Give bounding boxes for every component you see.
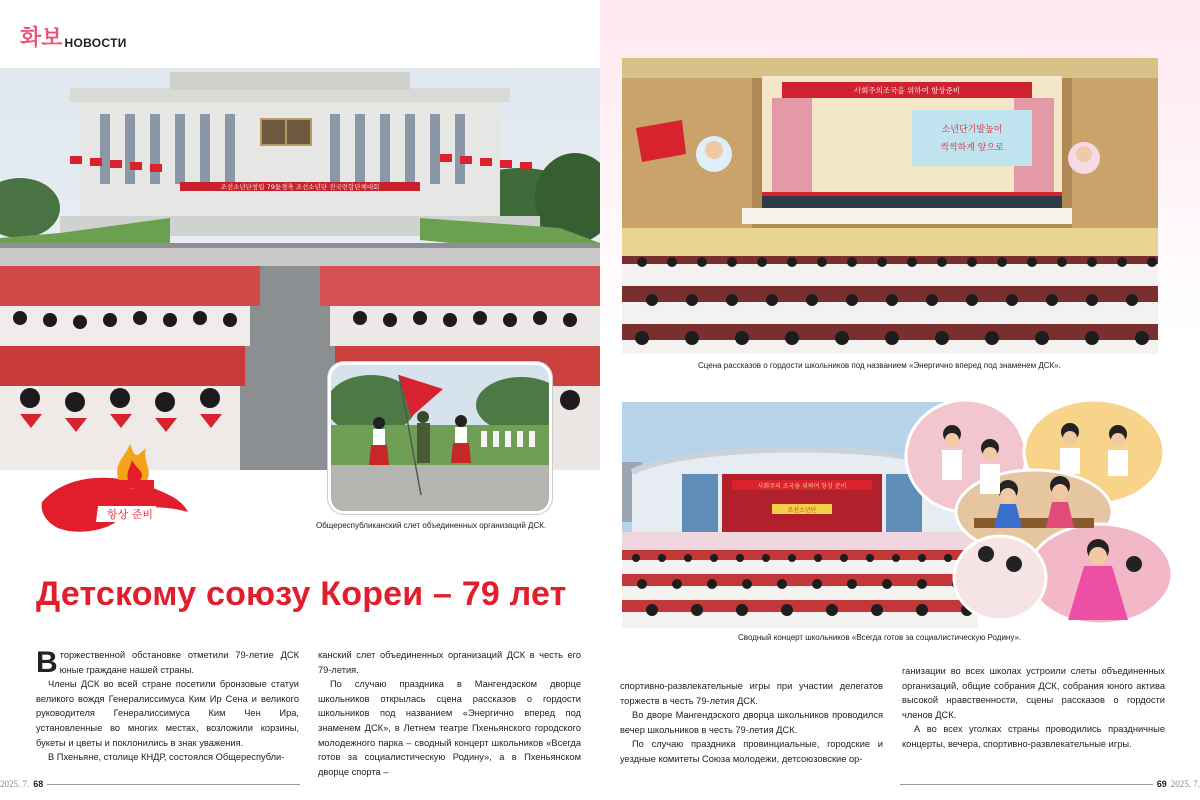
article-column-1 [36,648,299,765]
emblem-motto: 항상 준비 [106,508,154,521]
magazine-brand [20,28,127,50]
paragraph: Во дворе Мангендэского дворца школьников проводился вечер школьников в честь 79-летия ДСК. [620,710,883,735]
performers-collage [904,394,1172,626]
page-number: 69 [1156,779,1167,789]
rally-inset-photo [328,362,552,514]
brand-korean: 화보 [20,26,63,51]
section-label: НОВОСТИ [64,36,127,50]
building-banner-text: 조선소년단창립 79돐경축 조선소년단 전국련합단체대회 [220,183,380,191]
paragraph: канский слет объединенных организаций ДСК в честь его 79-летия. [318,650,581,675]
paragraph: ганизации во всех школах устроили слеты объединенных организаций, общие собрания ДСК, собрания юного актива высокой нравственности, сцены рассказов о гордости членов ДСК. [902,666,1165,720]
issue-date: 2025. 7. [0,779,30,789]
concert-banner-text: 사회주의 조국을 위하여 항상 준비 [757,483,847,490]
stage-photo [622,58,1158,354]
footer-left [0,778,300,790]
caption-concert: Сводный концерт школьников «Всегда готов за социалистическую Родину». [738,633,1022,642]
pioneer-emblem [38,432,190,538]
concert-stage-sign: 조선소년단 [787,507,817,514]
stage-banner-text: 사회주의조국을 위하여 항상준비 [853,86,961,95]
footer-right [900,778,1200,790]
paragraph-text: торжественной обстановке отметили 79-летие ДСК юные граждане нашей страны. [59,650,299,675]
paragraph: В Пхеньяне, столице КНДР, состоялся Общереспубли- [48,752,285,763]
issue-date: 2025. 7. [1170,779,1200,789]
paragraph: По случаю праздника в Мангендэском дворце школьников открылась сцена рассказов о гордости школьников под названием «Энергично вперед под знаменем ДСК», в Летнем театре Пхеньянского городского молодежного парка – сводный концерт школьников «Всегда готов за социалистическую Родину», а в Пхеньянском дворце спорта – [318,679,581,777]
article-headline: Детскому союзу Кореи – 79 лет [36,575,567,613]
caption-stage: Сцена рассказов о гордости школьников под названием «Энергично вперед под знаменем ДСК». [698,361,1061,370]
stage-slogan-1: 소년단기발높이 [941,125,1003,135]
footer-rule [47,784,300,785]
footer-rule [900,784,1153,785]
article-column-2 [318,648,581,779]
paragraph: А во всех уголках страны проводились праздничные концерты, вечера, спортивно-развлекательные игры. [902,724,1165,749]
drop-cap: В [36,646,58,679]
page-number: 68 [33,779,44,789]
caption-rally: Общереспубликанский слет объединенных организаций ДСК. [316,521,547,530]
paragraph [36,648,299,677]
paragraph: спортивно-развлекательные игры при участии делегатов торжеств в честь 79-летия ДСК. [620,681,883,706]
article-column-4 [902,664,1165,752]
stage-slogan-2: 씩씩하게 앞으로 [940,143,1004,153]
paragraph: Члены ДСК во всей стране посетили бронзовые статуи великого вождя Генералиссимуса Ким Ир Сена и великого руководителя Генералиссимуса Ким Чен Ира, установленные во многих местах, возложили корзины, букеты и цветы и поклонились в знак уважения. [36,679,299,748]
article-column-3 [620,679,883,767]
paragraph: По случаю праздника провинциальные, городские и уездные комитеты Союза молодежи, детсоюзовские ор- [620,739,883,764]
